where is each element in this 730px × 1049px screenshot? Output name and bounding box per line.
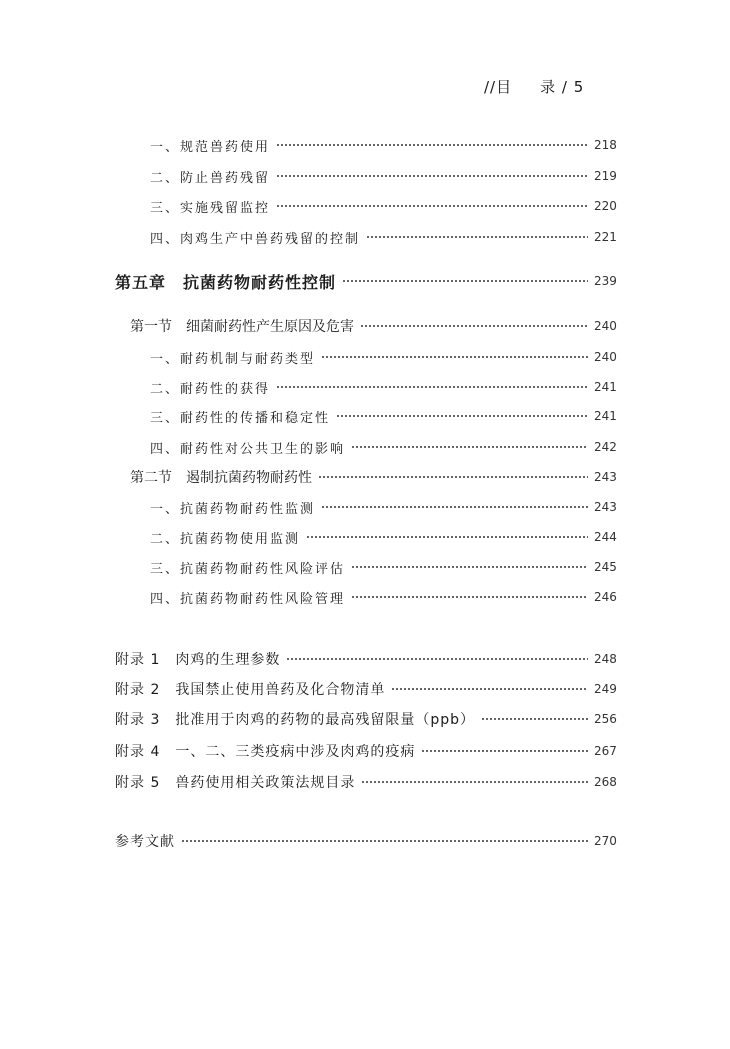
header-text-1: //目 bbox=[484, 78, 513, 96]
toc-entry-page: 245 bbox=[594, 560, 617, 574]
toc-entry-page: 243 bbox=[594, 500, 617, 514]
toc-entry-appendix[interactable] bbox=[0, 677, 730, 701]
toc-entry-label: 一、抗菌药物耐药性监测 bbox=[150, 501, 316, 517]
dot-leader bbox=[318, 472, 588, 482]
toc-entry-page: 242 bbox=[594, 440, 617, 454]
toc-entry-label: 四、肉鸡生产中兽药残留的控制 bbox=[150, 231, 361, 247]
dot-leader bbox=[276, 382, 588, 392]
toc-entry-section[interactable] bbox=[0, 314, 730, 338]
toc-entry-appendix[interactable] bbox=[0, 707, 730, 731]
toc-entry-item[interactable] bbox=[0, 555, 730, 579]
toc-entry-page: 240 bbox=[594, 350, 617, 364]
toc-entry-item[interactable] bbox=[0, 525, 730, 549]
toc-entry-page: 246 bbox=[594, 590, 617, 604]
toc-entry-item[interactable] bbox=[0, 435, 730, 459]
toc-entry-item[interactable] bbox=[0, 345, 730, 369]
toc-entry-page: 243 bbox=[594, 470, 617, 484]
dot-leader bbox=[321, 502, 588, 512]
toc-entry-page: 241 bbox=[594, 409, 617, 423]
toc-entry-page: 267 bbox=[594, 744, 617, 758]
toc-entry-page: 268 bbox=[594, 775, 617, 789]
toc-entry-page: 270 bbox=[594, 834, 617, 848]
toc-entry-page: 248 bbox=[594, 652, 617, 666]
toc-entry-appendix[interactable] bbox=[0, 739, 730, 763]
toc-entry-label: 附录 2 我国禁止使用兽药及化合物清单 bbox=[115, 682, 386, 698]
toc-entry-page: 241 bbox=[594, 380, 617, 394]
dot-leader bbox=[276, 201, 588, 211]
toc-entry-label: 附录 5 兽药使用相关政策法规目录 bbox=[115, 775, 356, 791]
toc-entry-item[interactable] bbox=[0, 404, 730, 428]
dot-leader bbox=[276, 171, 588, 181]
toc-entry-item[interactable] bbox=[0, 375, 730, 399]
toc-entry-page: 220 bbox=[594, 199, 617, 213]
toc-entry-label: 附录 1 肉鸡的生理参数 bbox=[115, 652, 281, 668]
toc-entry-section[interactable] bbox=[0, 465, 730, 489]
toc-entry-label: 四、耐药性对公共卫生的影响 bbox=[150, 441, 346, 457]
dot-leader bbox=[421, 746, 588, 756]
toc-entry-item[interactable] bbox=[0, 194, 730, 218]
dot-leader bbox=[342, 276, 588, 286]
dot-leader bbox=[306, 532, 588, 542]
toc-entry-label: 一、耐药机制与耐药类型 bbox=[150, 351, 316, 367]
toc-entry-page: 239 bbox=[594, 274, 617, 288]
toc-entry-label: 第二节 遏制抗菌药物耐药性 bbox=[130, 470, 312, 486]
dot-leader bbox=[481, 714, 588, 724]
dot-leader bbox=[321, 352, 588, 362]
dot-leader bbox=[351, 592, 588, 602]
toc-entry-page: 256 bbox=[594, 712, 617, 726]
toc-entry-label: 二、防止兽药残留 bbox=[150, 170, 271, 186]
dot-leader bbox=[181, 836, 588, 846]
toc-entry-label: 附录 4 一、二、三类疫病中涉及肉鸡的疫病 bbox=[115, 744, 416, 760]
dot-leader bbox=[366, 232, 588, 242]
toc-entry-page: 221 bbox=[594, 230, 617, 244]
dot-leader bbox=[351, 442, 588, 452]
toc-entry-page: 244 bbox=[594, 530, 617, 544]
dot-leader bbox=[276, 140, 588, 150]
dot-leader bbox=[351, 562, 588, 572]
toc-entry-page: 219 bbox=[594, 169, 617, 183]
toc-entry-item[interactable] bbox=[0, 585, 730, 609]
toc-entry-item[interactable] bbox=[0, 225, 730, 249]
header-text-2: 录 / 5 bbox=[540, 78, 585, 96]
toc-entry-item[interactable] bbox=[0, 495, 730, 519]
toc-entry-label: 第五章 抗菌药物耐药性控制 bbox=[115, 272, 337, 292]
toc-entry-refs[interactable] bbox=[0, 829, 730, 853]
dot-leader bbox=[360, 321, 588, 331]
toc-entry-label: 第一节 细菌耐药性产生原因及危害 bbox=[130, 319, 354, 335]
toc-entry-label: 参考文献 bbox=[115, 834, 175, 850]
toc-entry-appendix[interactable] bbox=[0, 647, 730, 671]
toc-entry-label: 四、抗菌药物耐药性风险管理 bbox=[150, 591, 346, 607]
toc-entry-chapter[interactable] bbox=[0, 269, 730, 293]
toc-entry-label: 附录 3 批准用于肉鸡的药物的最高残留限量（ppb） bbox=[115, 712, 476, 728]
dot-leader bbox=[336, 411, 588, 421]
running-header bbox=[484, 76, 584, 97]
toc-entry-item[interactable] bbox=[0, 164, 730, 188]
toc-entry-label: 二、抗菌药物使用监测 bbox=[150, 531, 301, 547]
toc-entry-label: 二、耐药性的获得 bbox=[150, 381, 271, 397]
toc-entry-page: 240 bbox=[594, 319, 617, 333]
dot-leader bbox=[391, 684, 588, 694]
toc-entry-page: 249 bbox=[594, 682, 617, 696]
toc-entry-page: 218 bbox=[594, 138, 617, 152]
toc-entry-item[interactable] bbox=[0, 133, 730, 157]
toc-entry-label: 三、耐药性的传播和稳定性 bbox=[150, 410, 331, 426]
dot-leader bbox=[286, 654, 588, 664]
toc-entry-appendix[interactable] bbox=[0, 770, 730, 794]
dot-leader bbox=[361, 777, 588, 787]
toc-entry-label: 三、抗菌药物耐药性风险评估 bbox=[150, 561, 346, 577]
toc-entry-label: 一、规范兽药使用 bbox=[150, 139, 271, 155]
toc-entry-label: 三、实施残留监控 bbox=[150, 200, 271, 216]
